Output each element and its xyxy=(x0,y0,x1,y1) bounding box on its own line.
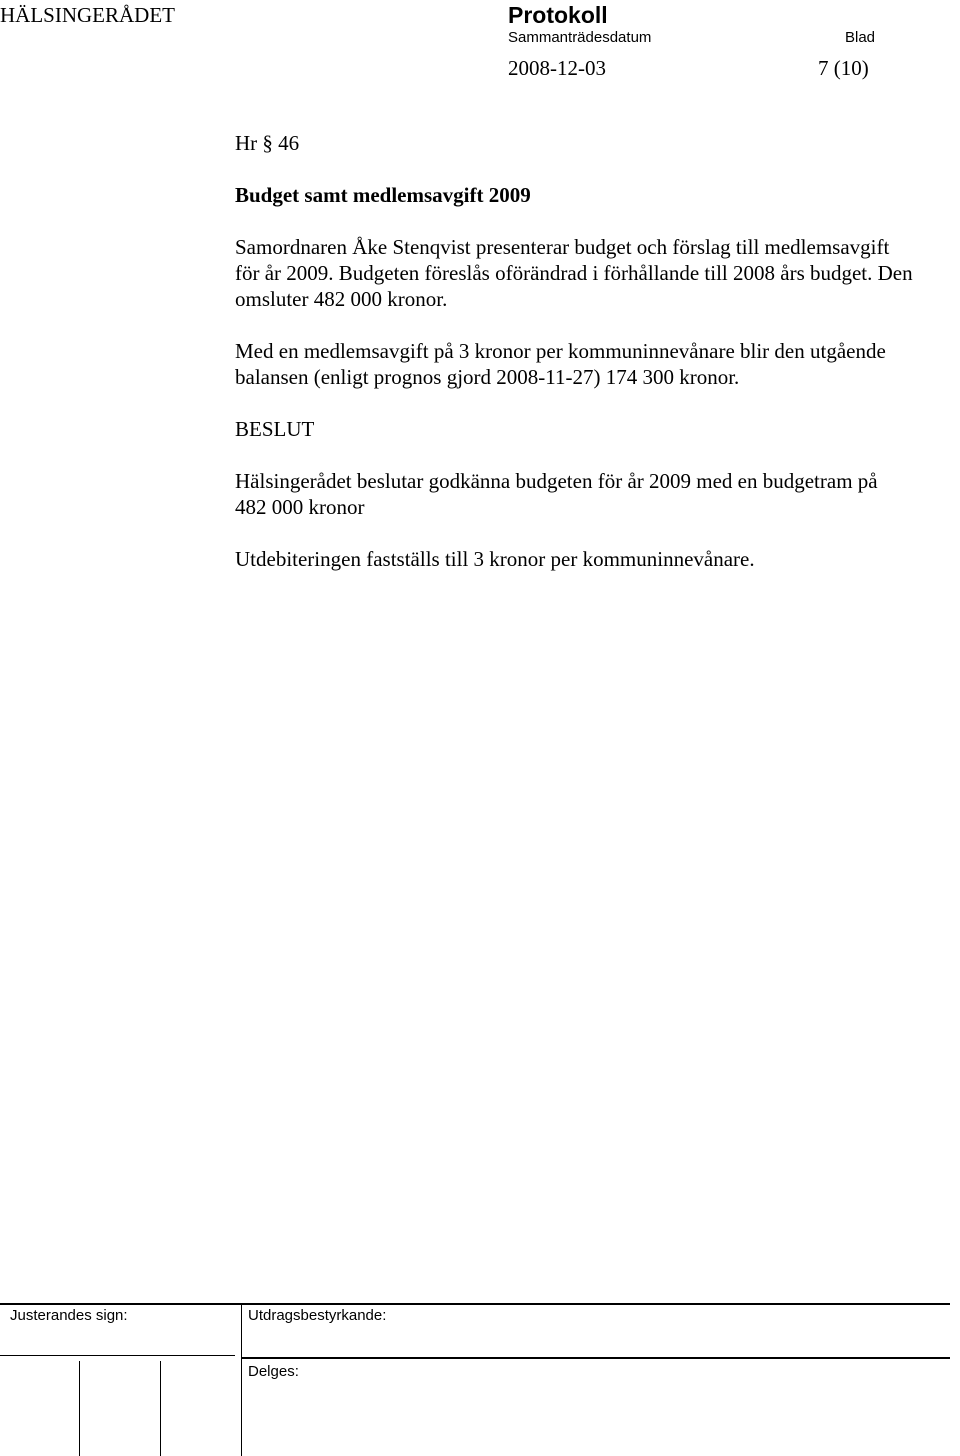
section-heading: Budget samt medlemsavgift 2009 xyxy=(235,183,531,207)
paragraph-line: för år 2009. Budgeten föreslås oförändrad i förhållande till 2008 års budget. Den xyxy=(235,261,913,285)
paragraph-line: Samordnaren Åke Stenqvist presenterar budget och förslag till medlemsavgift xyxy=(235,235,890,259)
footer-delges-rule xyxy=(241,1357,950,1359)
paragraph-decision-budget xyxy=(235,468,957,520)
footer-top-rule xyxy=(0,1303,950,1305)
paragraph-line: omsluter 482 000 kronor. xyxy=(235,287,448,311)
footer-vertical-divider xyxy=(241,1303,242,1456)
document-type: Protokoll xyxy=(508,2,608,28)
signature-box-divider xyxy=(79,1361,80,1456)
signature-box-divider xyxy=(160,1361,161,1456)
footer-signature-rule xyxy=(0,1355,235,1356)
paragraph-decision-fee: Utdebiteringen fastställs till 3 kronor per kommuninnevånare. xyxy=(235,547,755,571)
utdragsbestyrkande-label: Utdragsbestyrkande: xyxy=(248,1307,387,1324)
page-label: Blad xyxy=(845,29,876,46)
meeting-date-label: Sammanträdesdatum xyxy=(508,29,652,46)
organization-name: HÄLSINGERÅDET xyxy=(0,3,175,27)
paragraph-balance xyxy=(235,338,957,390)
paragraph-line: balansen (enligt prognos gjord 2008-11-27) 174 300 kronor. xyxy=(235,365,740,389)
decision-heading: BESLUT xyxy=(235,417,315,441)
page-number: 7 (10) xyxy=(818,56,869,80)
paragraph-number: Hr § 46 xyxy=(235,131,300,155)
minutes-body xyxy=(235,130,957,572)
justerandes-sign-label: Justerandes sign: xyxy=(10,1307,128,1324)
paragraph-line: Med en medlemsavgift på 3 kronor per kommuninnevånare blir den utgående xyxy=(235,339,886,363)
paragraph-presentation xyxy=(235,234,957,312)
signature-footer xyxy=(0,1303,960,1456)
meeting-date: 2008-12-03 xyxy=(508,56,606,80)
delges-label: Delges: xyxy=(248,1363,299,1380)
paragraph-line: Hälsingerådet beslutar godkänna budgeten för år 2009 med en budgetram på xyxy=(235,469,878,493)
paragraph-line: 482 000 kronor xyxy=(235,495,365,519)
